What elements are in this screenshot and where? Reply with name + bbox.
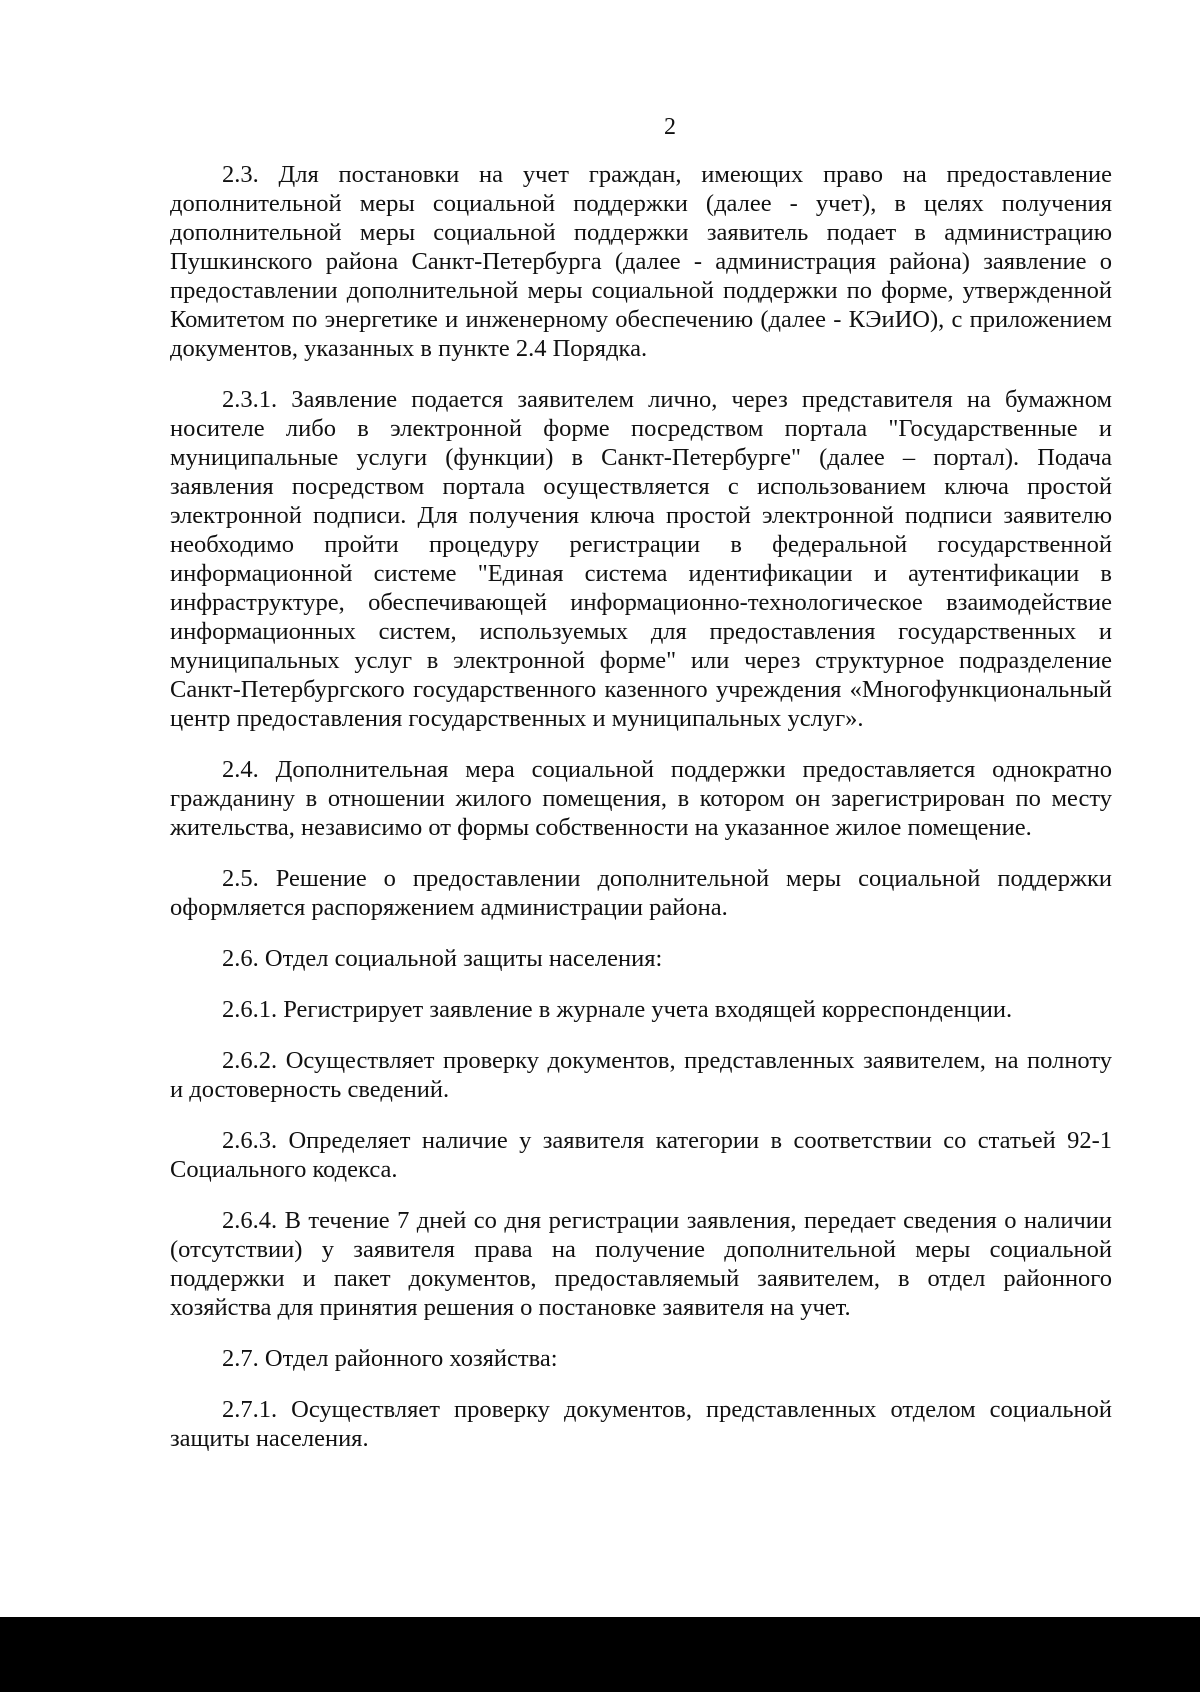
paragraph-2-7: 2.7. Отдел районного хозяйства: [222,1345,558,1372]
paragraph-2-4: 2.4. Дополнительная мера социальной поддержки предоставляется однократно гражданину в отношении жилого помещения, в котором он зарегистрирован по месту жительства, независимо от формы собственности на указанное жилое помещение. [170,756,1112,841]
scan-bottom-border [0,1617,1200,1692]
paragraph-2-3: 2.3. Для постановки на учет граждан, имеющих право на предоставление дополнительной меры социальной поддержки (далее - учет), в целях получения дополнительной меры социальной поддержки заявитель подает в администрацию Пушкинского района Санкт-Петербурга (далее - администрация района) заявление о предоставлении дополнительной меры социальной поддержки по форме, утвержденной Комитетом по энергетике и инженерному обеспечению (далее - КЭиИО), с приложением документов, указанных в пункте 2.4 Порядка. [170,161,1112,362]
paragraph-2-3-1: 2.3.1. Заявление подается заявителем лично, через представителя на бумажном носителе либо в электронной форме посредством портала "Государственные и муниципальные услуги (функции) в Санкт-Петербурге" (далее – портал). Подача заявления посредством портала осуществляется с использованием ключа простой электронной подписи. Для получения ключа простой электронной подписи заявителю необходимо пройти процедуру регистрации в федеральной государственной информационной системе "Единая система идентификации и аутентификации в инфраструктуре, обеспечивающей информационно-технологическое взаимодействие информационных систем, используемых для предоставления государственных и муниципальных услуг в электронной форме" или через структурное подразделение Санкт-Петербургского государственного казенного учреждения «Многофункциональный центр предоставления государственных и муниципальных услуг». [170,386,1112,732]
paragraph-2-6-3: 2.6.3. Определяет наличие у заявителя категории в соответствии со статьей 92-1 Социального кодекса. [170,1127,1112,1183]
paragraph-2-6-2: 2.6.2. Осуществляет проверку документов, представленных заявителем, на полноту и достоверность сведений. [170,1047,1112,1103]
paragraph-2-6-1: 2.6.1. Регистрирует заявление в журнале учета входящей корреспонденции. [222,996,1013,1023]
paragraph-2-6: 2.6. Отдел социальной защиты населения: [222,945,663,972]
document-body [170,160,1112,1475]
page-number: 2 [664,114,676,140]
paragraph-2-7-1: 2.7.1. Осуществляет проверку документов, представленных отделом социальной защиты населения. [170,1396,1112,1452]
paragraph-2-5: 2.5. Решение о предоставлении дополнительной меры социальной поддержки оформляется распоряжением администрации района. [170,865,1112,921]
paragraph-2-6-4: 2.6.4. В течение 7 дней со дня регистрации заявления, передает сведения о наличии (отсутствии) у заявителя права на получение дополнительной меры социальной поддержки и пакет документов, предоставляемый заявителем, в отдел районного хозяйства для принятия решения о постановке заявителя на учет. [170,1207,1112,1321]
